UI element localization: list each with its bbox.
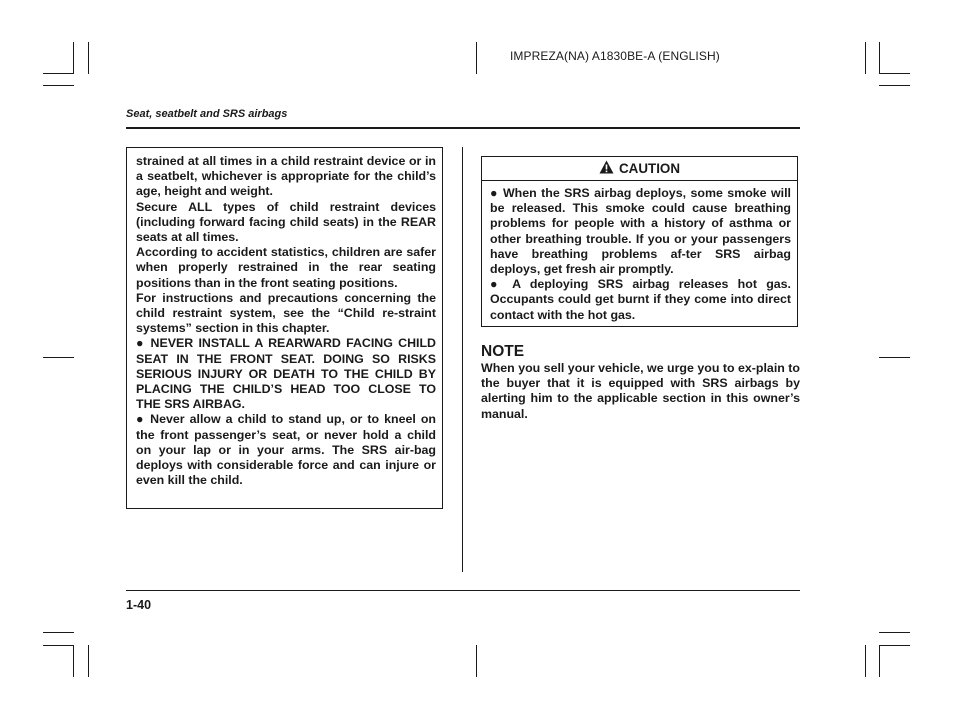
note-text: When you sell your vehicle, we urge you to ex-plain to the buyer that it is equipped with SRS airbags by alerting him to the applicable section in this owner’s manual. — [481, 361, 800, 421]
document-reference: IMPREZA(NA) A1830BE-A (ENGLISH) — [510, 49, 720, 63]
warning-triangle-icon — [599, 160, 614, 177]
header-rule — [126, 127, 800, 129]
note-title: NOTE — [481, 343, 525, 360]
paragraph: According to accident statistics, children are safer when properly restrained in the rear seating positions than in the front seating positions. — [136, 245, 436, 290]
section-title: Seat, seatbelt and SRS airbags — [126, 108, 288, 120]
page-number: 1-40 — [126, 598, 152, 612]
column-divider — [462, 147, 463, 572]
caution-body — [482, 181, 797, 323]
paragraph: Secure ALL types of child restraint devices (including forward facing child seats) in the REAR seats at all times. — [136, 199, 436, 245]
caution-item: ● When the SRS airbag deploys, some smoke will be released. This smoke could cause breathing problems for people with a history of asthma or other breathing trouble. If you or your passengers have breathing problems af-ter SRS airbag deploys, get fresh air promptly. — [490, 186, 791, 277]
footer-rule — [126, 590, 800, 591]
caution-item: ● A deploying SRS airbag releases hot gas. Occupants could get burnt if they come into direct contact with the hot gas. — [490, 277, 791, 322]
caution-box — [481, 156, 798, 327]
paragraph: strained at all times in a child restraint device or in a seatbelt, whichever is appropriate for the child’s age, height and weight. — [136, 154, 436, 199]
child-safety-warning-box — [126, 147, 443, 509]
caution-header — [482, 157, 797, 181]
paragraph: For instructions and precautions concerning the child restraint system, see the “Child re-straint systems” section in this chapter. — [136, 290, 436, 336]
bullet-paragraph: ● Never allow a child to stand up, or to kneel on the front passenger’s seat, or never hold a child on your lap or in your arms. The SRS air-bag deploys with considerable force and can injure or even kill the child. — [136, 412, 436, 488]
bullet-paragraph: ● NEVER INSTALL A REARWARD FACING CHILD SEAT IN THE FRONT SEAT. DOING SO RISKS SERIOUS INJURY OR DEATH TO THE CHILD BY PLACING THE CHILD’S HEAD TOO CLOSE TO THE SRS AIRBAG. — [136, 336, 436, 412]
caution-title: CAUTION — [619, 160, 680, 176]
